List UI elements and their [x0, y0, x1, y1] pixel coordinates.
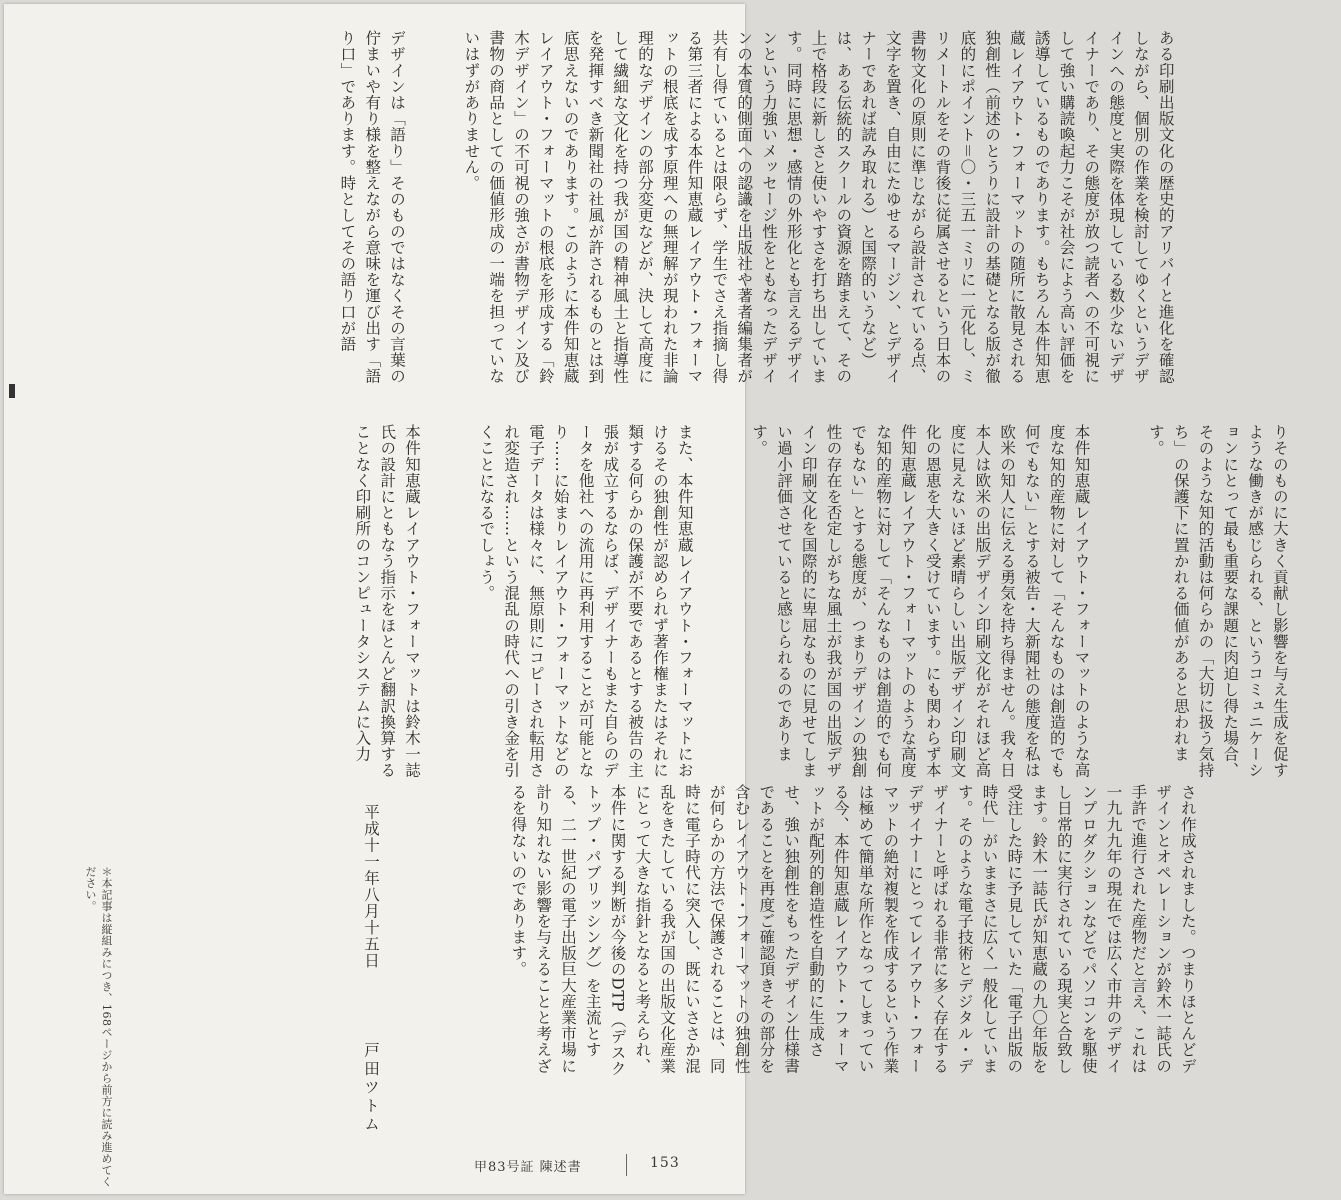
- lower-left-text-block: [300, 424, 1341, 779]
- author-signature: 戸田ツトム: [362, 1042, 380, 1135]
- paragraph: され作成されました。つまりほとんどデザインとオペレーションが鈴木一誌氏の手許で進行された産物だと言え、これは一九九九年の現在では広く市井のデザインプロダクションなどでパソコンを駆使し日常的に実行されている現実と合致します。鈴木一誌氏が知恵蔵の九〇年版を受注した時に予見していた「電子出版の時代」がいままさに広く一般化しています。そのような電子技術とデジタル・デザイナーと呼ばれる非常に多く存在するデザイナーにとってレイアウト・フォーマットの絶対複製を作成するという作業は極めて簡単な所作となってしまっている今、本件知恵蔵レイアウト・フォーマットが配列的創造性を自動的に生成させ、強い独創性をもったデザイン仕様書であることを再度ご確認頂きその部分を含むレイアウト・フォーマットの独創性が何らかの方法で保護されることは、同時に電子時代に突入し、既にいささか混乱をきたしている我が国の出版文化産業にとって大きな指針となると考えられ、本件に関する判断が今後のDTP（デスクトップ・パブリッシング）を主流とする、二一世紀の電子出版巨大産業市場に計り知れない影響を与えることと考えざるを得ないのであります。: [509, 784, 1197, 1077]
- paragraph: ある印刷出版文化の歴史的アリバイと進化を確認しながら、個別の作業を検討してゆくというデザインへの態度と実際を体現している数少ないデザイナーであり、その態度が放つ読者への不可視にして強い購読喚起力こそが社会によう高い評価を誘導しているものであります。もちろん本件知恵蔵レイアウト・フォーマットの随所に散見される独創性（前述のとうりに設計の基礎となる版が徹底的にポイント＝〇・三五一ミリに一元化し、ミリメートルをその背後に従属させるという日本の書物文化の原則に準じながら設計されている点、文字を置き、自由にたゆせるマージン、とデザイナーであれば読み取れる）と国際的いうなど）は、ある伝統的スクールの資源を踏まえて、その上で格段に新しさと使いやすさを打ち出しています。同時に思想・感情の外形化とも言えるデザインという力強いメッセージ性をともなったデザインの本質的側面への認識を出版社や著者編集者が共有し得ているとは限らず、学生でさえ指摘し得る第三者による本件知恵蔵レイアウト・フォーマットの根底を成す原理への無理解が現われた非論理的なデザインの部分変更などが、決して高度にして繊細な文化を持つ我が国の精神風土と指導性を発揮すべき新聞社の社風が許されるものとは到底思えないのであります。このように本件知恵蔵レイアウト・フォーマットの根底を形成する「鈴木デザイン」の不可視の強さが書物デザイン及び書物の商品としての価値形成の一端を担っていないはずがありません。: [462, 30, 1175, 385]
- paragraph: 本件知恵蔵レイアウト・フォーマットは鈴木一誌氏の設計にともなう指示をほとんど翻訳換算することなく印刷所のコンピュータシステムに入力: [353, 424, 421, 779]
- page-footer: [474, 1154, 744, 1174]
- upper-text-block: [285, 30, 1227, 400]
- document-page: [4, 4, 1289, 1194]
- page-number: 153: [650, 1155, 680, 1171]
- paragraph: 本件知恵蔵レイアウト・フォーマットのような高度な知的産物に対して「そんなものは創造的でも何でもない」とする被告・大新聞社の態度を私は欧米の知人に伝える勇気を持ち得ません。我々日本人は欧米の出版デザイン印刷文化がそれほど高度に見えないほど素晴らしい出版デザイン印刷文化の恩恵を大きく受けています。にも関わらず本件知恵蔵レイアウト・フォーマットのような高度な知的産物に対して「そんなものは創造的でも何でもない」とする態度が、つまりデザインの独創性の存在を否定しがちな風土が我が国の出版デザイン印刷文化を国際的に卑屈なものに見せてしまい過小評価させていると感じられるのであります。: [750, 424, 1091, 779]
- paragraph: デザインは「語り」そのものではなくその言葉の佇まいや有り様を整えながら意味を運び出す「語り口」であります。時としてその語り口が語: [338, 30, 406, 385]
- date-line: 平成十一年八月十五日: [362, 804, 380, 969]
- footer-divider: [626, 1154, 627, 1176]
- margin-mark: [9, 384, 15, 398]
- paragraph: また、本件知恵蔵レイアウト・フォーマットにおけるその独創性が認められず著作権またはそれに類する何らかの保護が不要であるとする被告の主張が成立するならば、デザイナーもまた自らのデータを他社への流用に再利用することが可能となり……に始まりレイアウト・フォーマットなどの電子データは様々に、無原則にコピーされ転用され変造され……という混乱の時代への引き金を引くことになるでしょう。: [477, 424, 694, 779]
- lower-right-text-block: [456, 784, 1250, 1084]
- side-note: ＊本記事は縦組みにつき、168ページから前方に読み進めてください。: [84, 866, 113, 1188]
- paragraph: りそのものに大きく貢献し影響を与え生成を促すような働きが感じられる、というコミュニケーションにとって最も重要な課題に肉迫し得た場合、そのような知的活動は何らかの「大切に扱う気持ち」の保護下に置かれる価値があると思われます。: [1146, 424, 1289, 779]
- document-label: 甲83号証 陳述書: [474, 1160, 582, 1175]
